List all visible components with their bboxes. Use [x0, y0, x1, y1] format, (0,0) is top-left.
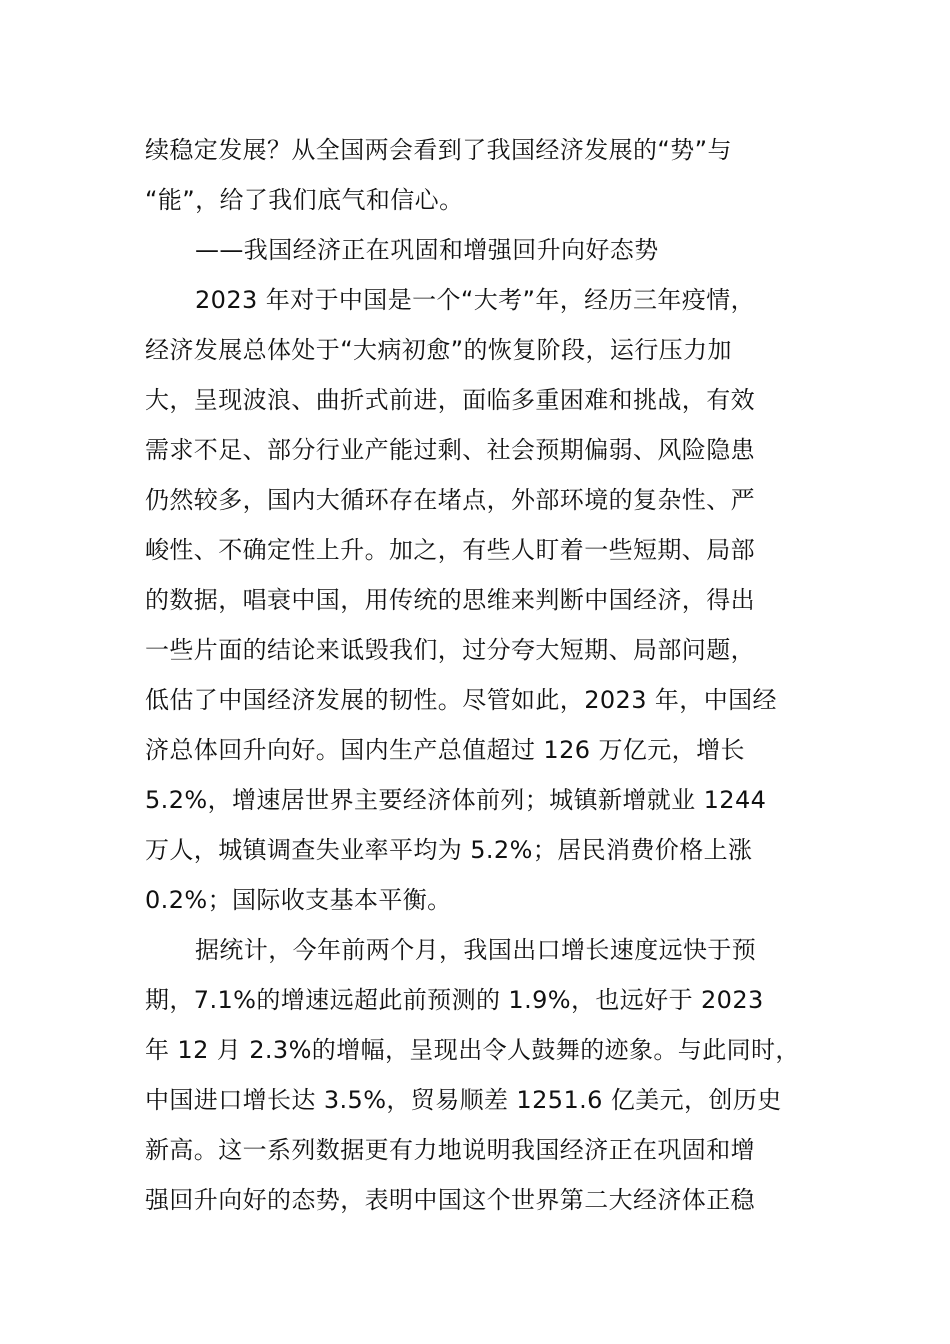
- section-heading: ——我国经济正在巩固和增强回升向好态势: [195, 236, 659, 264]
- text-line: 仍然较多，国内大循环存在堵点，外部环境的复杂性、严: [145, 486, 755, 514]
- text-line: 万人，城镇调查失业率平均为 5.2%；居民消费价格上涨: [145, 836, 753, 864]
- text-line: 5.2%，增速居世界主要经济体前列；城镇新增就业 1244: [145, 786, 767, 814]
- text-line: 的数据，唱衰中国，用传统的思维来判断中国经济，得出: [145, 586, 755, 614]
- text-line: 大，呈现波浪、曲折式前进，面临多重困难和挑战，有效: [145, 386, 755, 414]
- text-line: 济总体回升向好。国内生产总值超过 126 万亿元，增长: [145, 736, 745, 764]
- text-line: 期，7.1%的增速远超此前预测的 1.9%，也远好于 2023: [145, 986, 764, 1014]
- text-line: 峻性、不确定性上升。加之，有些人盯着一些短期、局部: [145, 536, 755, 564]
- paragraph-first-line: 2023 年对于中国是一个“大考”年，经历三年疫情，: [195, 286, 755, 314]
- paragraph-first-line: 据统计，今年前两个月，我国出口增长速度远快于预: [195, 936, 757, 964]
- text-line: 年 12 月 2.3%的增幅，呈现出令人鼓舞的迹象。与此同时，: [145, 1036, 800, 1064]
- text-line: 0.2%；国际收支基本平衡。: [145, 886, 452, 914]
- text-line: 新高。这一系列数据更有力地说明我国经济正在巩固和增: [145, 1136, 755, 1164]
- text-line: 低估了中国经济发展的韧性。尽管如此，2023 年，中国经: [145, 686, 777, 714]
- text-line: 中国进口增长达 3.5%，贸易顺差 1251.6 亿美元，创历史: [145, 1086, 782, 1114]
- text-line: 强回升向好的态势，表明中国这个世界第二大经济体正稳: [145, 1186, 755, 1214]
- text-line: 需求不足、部分行业产能过剩、社会预期偏弱、风险隐患: [145, 436, 755, 464]
- text-line: 经济发展总体处于“大病初愈”的恢复阶段，运行压力加: [145, 336, 732, 364]
- text-line: “能”，给了我们底气和信心。: [145, 186, 464, 214]
- text-line: 一些片面的结论来诋毁我们，过分夸大短期、局部问题，: [145, 636, 755, 664]
- text-line: 续稳定发展？从全国两会看到了我国经济发展的“势”与: [145, 136, 732, 164]
